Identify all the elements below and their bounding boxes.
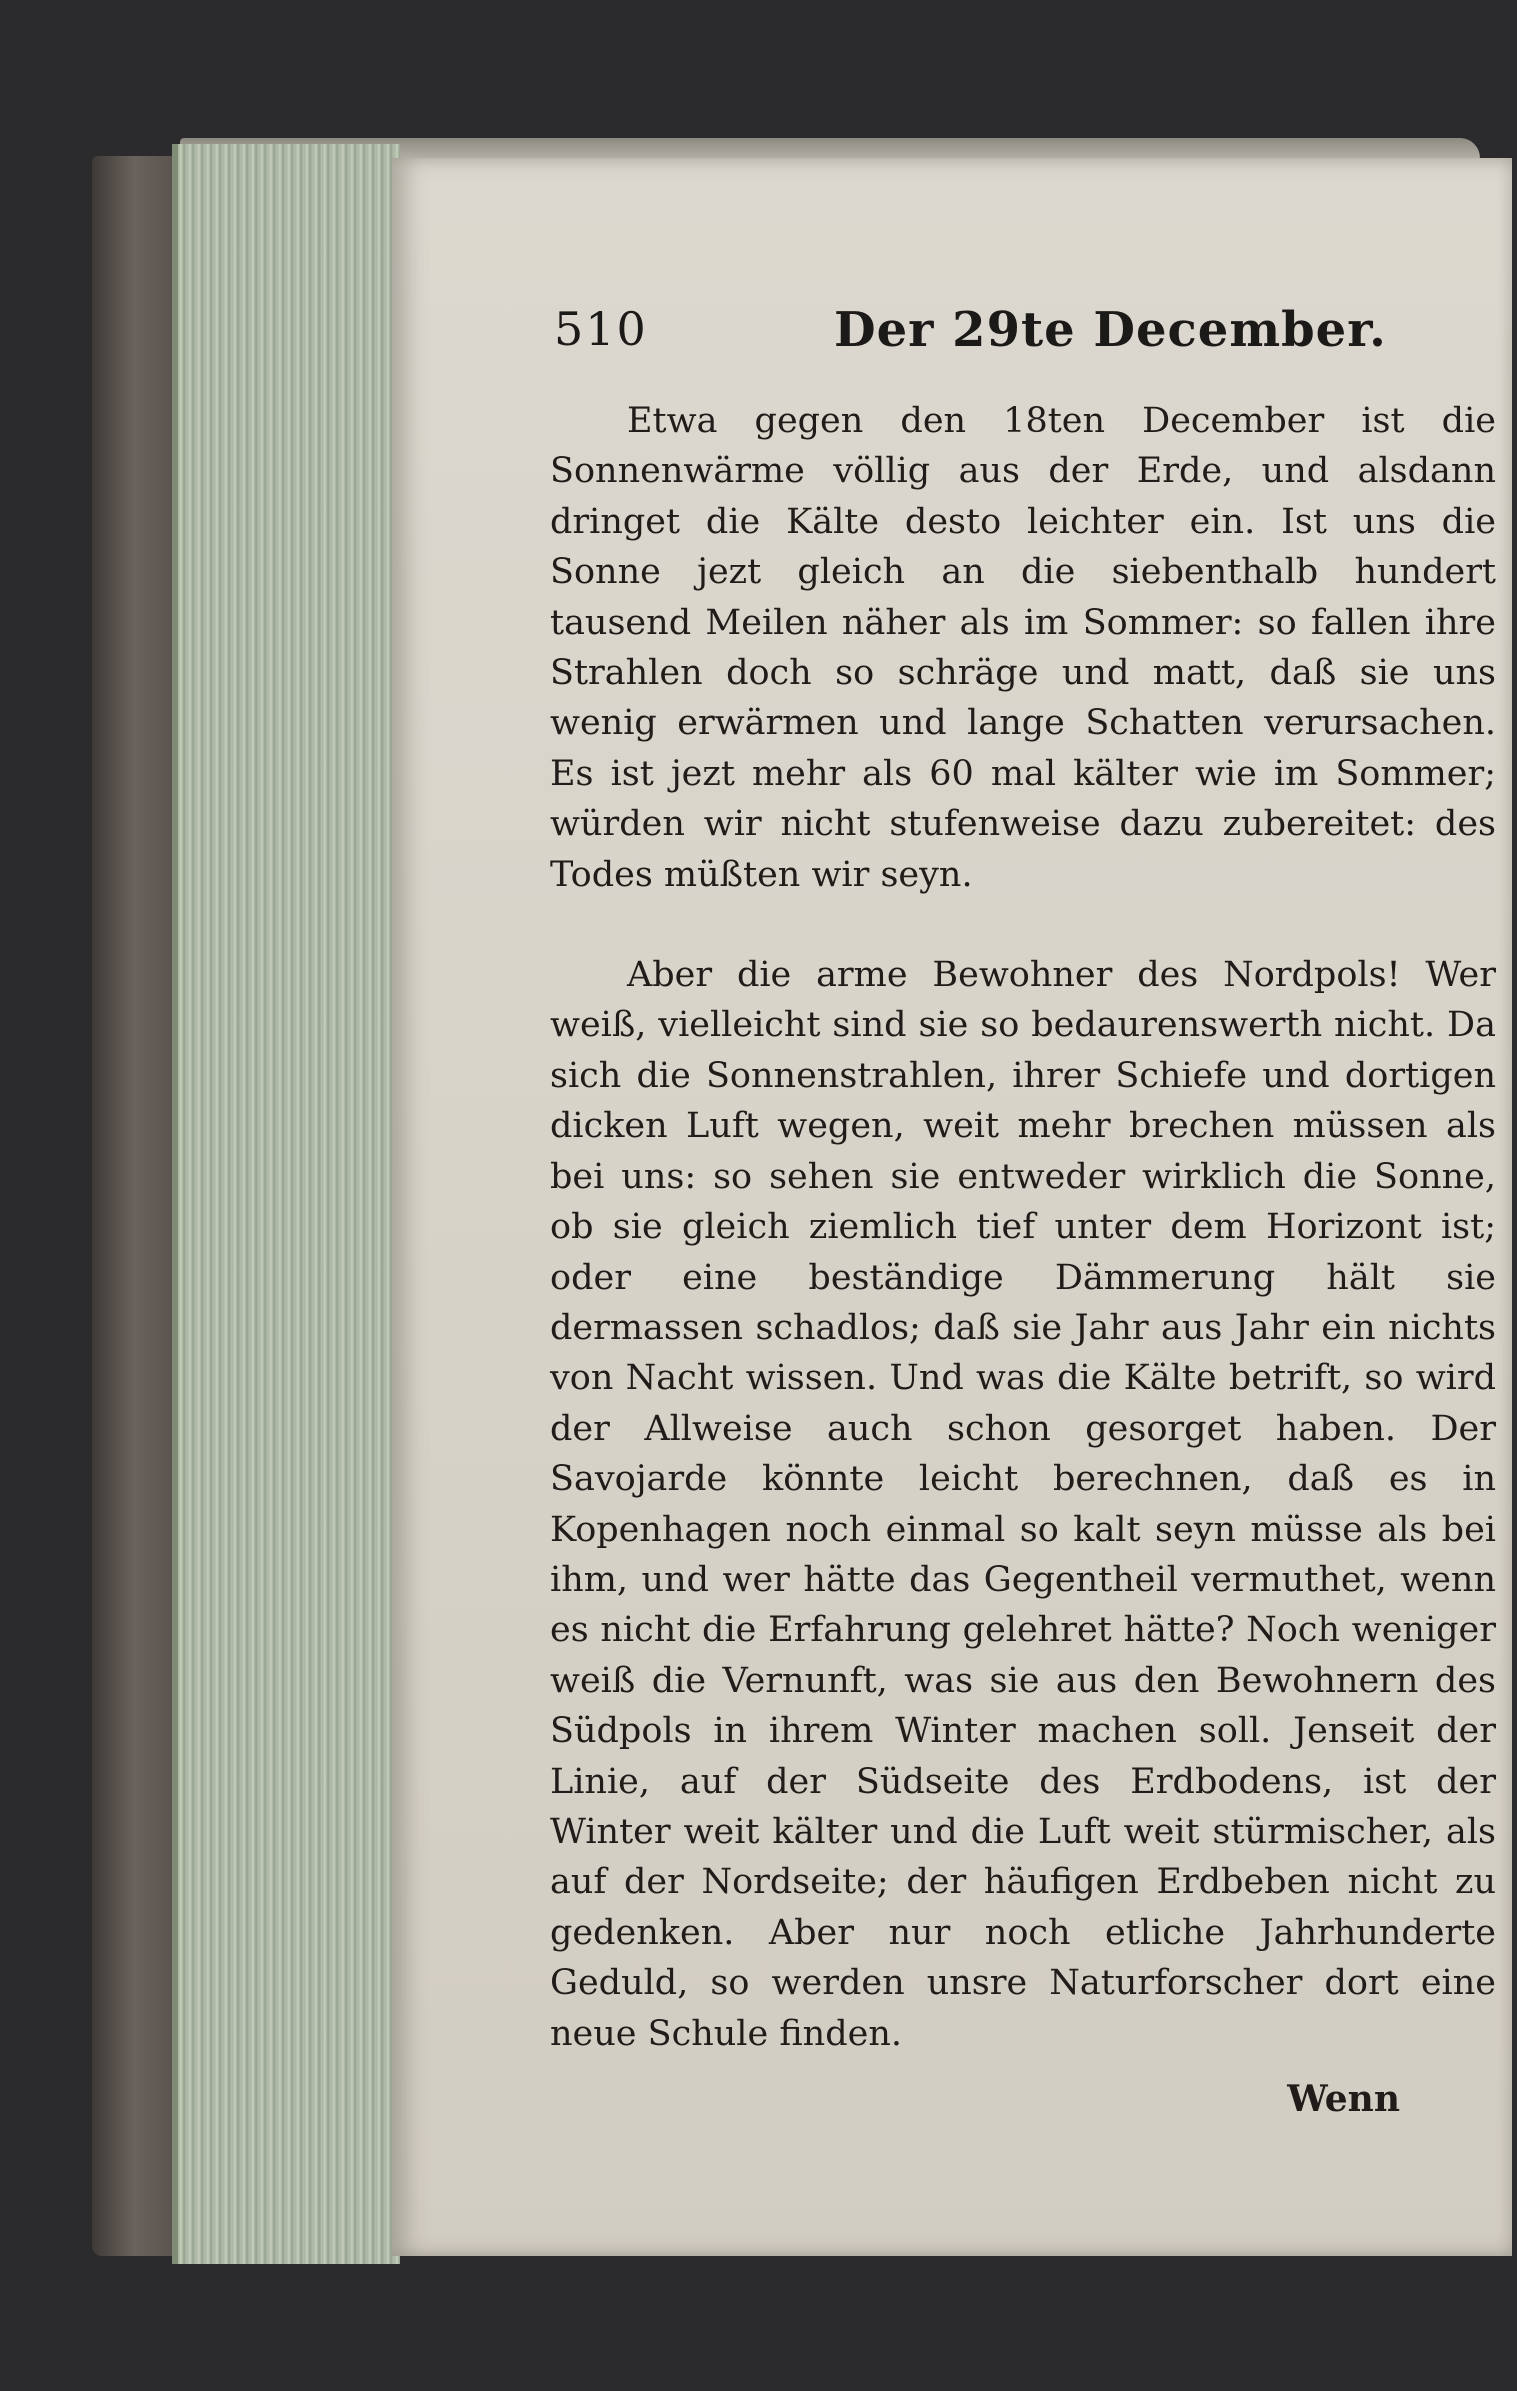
page-number: 510 [554, 302, 648, 356]
paragraph-2: Aber die arme Bewohner des Nordpols! Wer weiß, vielleicht sind sie so bedaurenswerth nicht. Da sich die Sonnenstrahlen, ihrer Schiefe und dortigen dicken Luft wegen, weit mehr brechen müssen als bei uns: so sehen sie entweder wirklich die Sonne, ob sie gleich ziemlich tief unter dem Horizont ist; oder eine beständige Dämmerung hält sie dermassen schadlos; daß sie Jahr aus Jahr ein nichts von Nacht wissen. Und was die Kälte betrift, so wird der Allweise auch schon gesorget haben. Der Savojarde könnte leicht berechnen, daß es in Kopenhagen noch einmal so kalt seyn müsse als bei ihm, und wer hätte das Gegentheil vermuthet, wenn es nicht die Erfahrung gelehret hätte? Noch weniger weiß die Vernunft, was sie aus den Bewohnern des Südpols in ihrem Winter machen soll. Jenseit der Linie, auf der Südseite des Erdbodens, ist der Winter weit kälter und die Luft weit stürmischer, als auf der Nordseite; der häufigen Erdbeben nicht zu gedenken. Aber nur noch etliche Jahrhunderte Geduld, so werden unsre Naturforscher dort eine neue Schule finden. [550, 955, 1496, 2054]
paragraph-1: Etwa gegen den 18ten December ist die Sonnenwärme völlig aus der Erde, und alsdann dringet die Kälte desto leichter ein. Ist uns die Sonne jezt gleich an die siebenthalb hundert tausend Meilen näher als im Sommer: so fallen ihre Strahlen doch so schräge und matt, daß sie uns wenig erwärmen und lange Schatten verursachen. Es ist jezt mehr als 60 mal kälter wie im Sommer; würden wir nicht stufenweise dazu zubereitet: des Todes müßten wir seyn. [550, 401, 1496, 895]
book-page [392, 158, 1512, 2256]
open-book [92, 138, 1517, 2268]
running-head [554, 302, 1394, 362]
page-stack-fore-edge [172, 144, 400, 2264]
catchword: Wenn [1287, 2078, 1400, 2120]
body-text [550, 396, 1496, 2059]
running-title: Der 29te December. [834, 302, 1387, 358]
